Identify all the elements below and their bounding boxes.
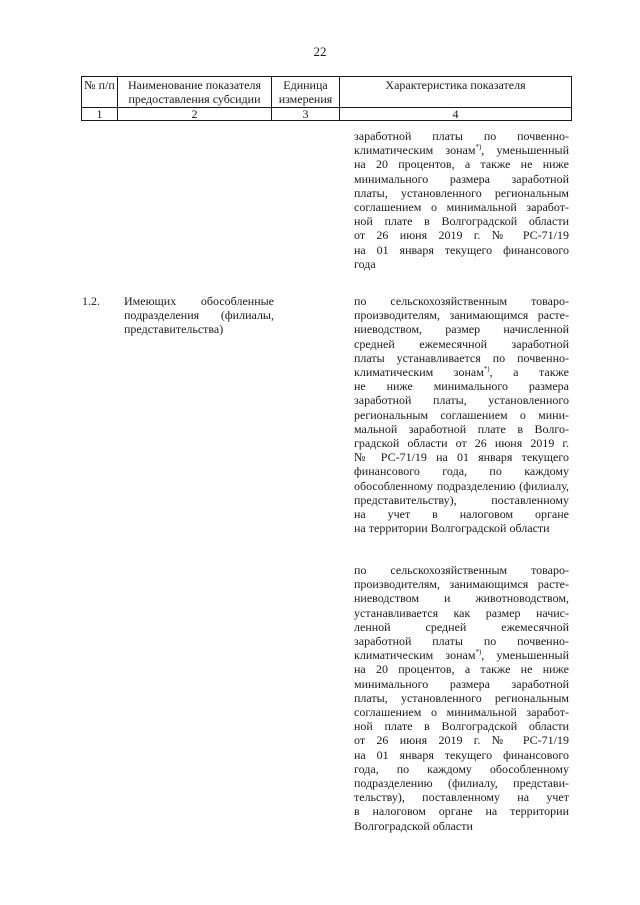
column-header-characteristic: Характеристика показателя — [340, 77, 572, 108]
column-header-indicator-name: Наименование показателя предоставления субсидии — [118, 77, 272, 108]
text-line: соглашением о минимальной заработ- — [354, 200, 569, 215]
text-line: в налоговом органе на территории — [354, 804, 569, 819]
text-line: не ниже минимального размера — [354, 379, 569, 394]
column-number-2: 2 — [118, 108, 272, 121]
text-line: климатическим зонам*), а также — [354, 365, 569, 380]
characteristic-continued — [354, 129, 569, 271]
column-number-4: 4 — [340, 108, 572, 121]
text-line: соглашением о минимальной заработ- — [354, 705, 569, 720]
characteristic-crop-production — [354, 294, 569, 535]
text-line: по сельскохозяйственным товаро- — [354, 294, 569, 308]
text-line: ной плате в Волгоградской области — [354, 719, 569, 734]
text-line: от 26 июня 2019 г. № РС-71/19 — [354, 733, 569, 748]
text-line: финансового года, по каждому — [354, 464, 569, 479]
text-line: минимального размера заработной — [354, 171, 569, 186]
text-line: представительству), поставленному — [354, 492, 569, 507]
text-line: заработной платы по почвенно- — [354, 129, 569, 143]
footnote-marker: *) — [483, 365, 490, 374]
text-line: платы, установленного региональным — [354, 185, 569, 200]
row-number: 1.2. — [82, 294, 100, 308]
footnote-marker: *) — [475, 143, 482, 152]
text-line: заработной платы по почвенно- — [354, 634, 569, 649]
text-line: года, по каждому обособленному — [354, 761, 569, 776]
text-line: обособленному подразделению (филиалу, — [354, 478, 569, 493]
text-line: платы, установленного региональным — [354, 690, 569, 705]
text-line: ленной средней ежемесячной — [354, 619, 569, 634]
text-line: Волгоградской области — [354, 818, 473, 833]
column-number-3: 3 — [272, 108, 340, 121]
table-header — [81, 76, 572, 121]
text-line: средней ежемесячной заработной — [354, 336, 569, 351]
text-line: заработной платы, установленного — [354, 393, 569, 408]
row-indicator-name: Имеющих обособленные подразделения (филиалы, представительства) — [124, 294, 274, 337]
text-line: на 01 января текущего финансового — [354, 242, 569, 257]
text-line: мальной заработной плате в Волго- — [354, 421, 569, 436]
text-line: от 26 июня 2019 г. № РС-71/19 — [354, 228, 569, 243]
text-line: на 01 января текущего финансового — [354, 747, 569, 762]
footnote-marker: *) — [475, 648, 482, 657]
text-line: тельству), поставленному на учет — [354, 790, 569, 805]
text-line: ной плате в Волгоградской области — [354, 214, 569, 229]
text-line: климатическим зонам*), уменьшенный — [354, 648, 569, 663]
text-line: по сельскохозяйственным товаро- — [354, 563, 569, 577]
text-line: производителям, занимающимся расте- — [354, 308, 569, 323]
column-number-1: 1 — [82, 108, 118, 121]
text-line: производителям, занимающимся расте- — [354, 577, 569, 592]
characteristic-crop-and-livestock — [354, 563, 569, 833]
text-line: на территории Волгоградской области — [354, 521, 550, 536]
column-header-number: № п/п — [82, 77, 118, 108]
text-line: платы устанавливается по почвенно- — [354, 350, 569, 365]
page-number: 22 — [313, 44, 327, 59]
text-line: минимального размера заработной — [354, 676, 569, 691]
text-line: ниеводством, размер начисленной — [354, 322, 569, 337]
text-line: на 20 процентов, а также не ниже — [354, 662, 569, 677]
text-line: подразделению (филиалу, представи- — [354, 776, 569, 791]
text-line: региональным соглашением о мини- — [354, 407, 569, 422]
text-line: года — [354, 256, 376, 271]
column-header-unit: Единица измерения — [272, 77, 340, 108]
text-line: ниеводством и животноводством, — [354, 591, 569, 606]
text-line: устанавливается как размер начис- — [354, 605, 569, 620]
text-line: № РС-71/19 на 01 января текущего — [354, 450, 569, 465]
text-line: климатическим зонам*), уменьшенный — [354, 143, 569, 158]
text-line: на учет в налоговом органе — [354, 507, 569, 522]
text-line: градской области от 26 июня 2019 г. — [354, 436, 569, 451]
text-line: на 20 процентов, а также не ниже — [354, 157, 569, 172]
